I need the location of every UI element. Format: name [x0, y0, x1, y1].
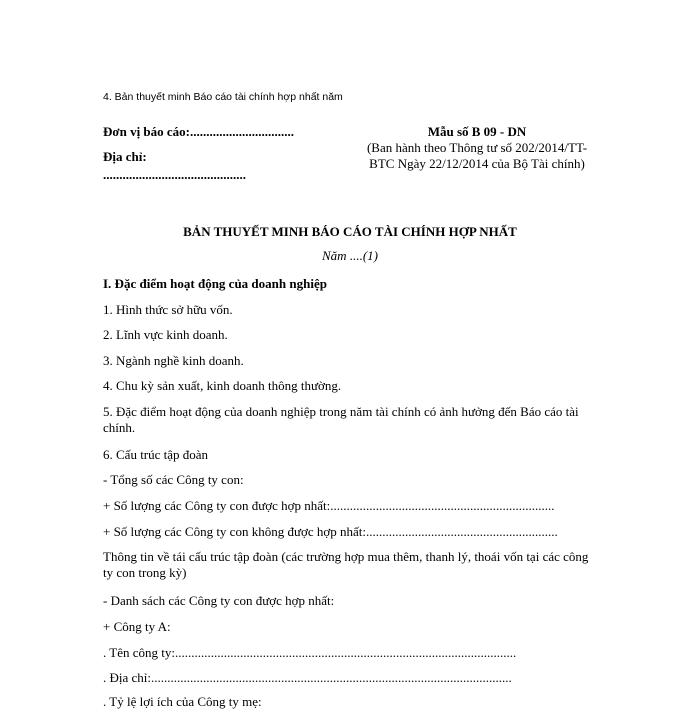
section-heading: I. Đặc điểm hoạt động của doanh nghiệp: [103, 276, 327, 291]
document-caption: 4. Bản thuyết minh Báo cáo tài chính hợp nhất năm: [103, 91, 343, 103]
list-item: . Địa chỉ:...............................................................................................................: [103, 670, 512, 685]
list-item: 2. Lĩnh vực kinh doanh.: [103, 327, 228, 342]
list-item: 4. Chu kỳ sản xuất, kinh doanh thông thường.: [103, 378, 342, 393]
list-item: Thông tin về tái cấu trúc tập đoàn (các trường hợp mua thêm, thanh lý, thoái vốn tại các công ty con trong kỳ): [103, 549, 589, 580]
reporting-unit-label: Đơn vị báo cáo:................................: [103, 124, 295, 139]
list-item: . Tên công ty:.........................................................................................................: [103, 645, 517, 660]
form-note-line1: (Ban hành theo Thông tư số 202/2014/TT-: [366, 140, 588, 155]
form-note-line2: BTC Ngày 22/12/2014 của Bộ Tài chính): [369, 156, 585, 171]
form-info: [356, 124, 598, 172]
list-item: . Tỷ lệ lợi ích của Công ty mẹ:: [103, 694, 262, 709]
list-item: - Tổng số các Công ty con:: [103, 472, 244, 487]
document-title: BẢN THUYẾT MINH BÁO CÁO TÀI CHÍNH HỢP NHẤT: [183, 224, 517, 239]
list-item: 5. Đặc điểm hoạt động của doanh nghiệp trong năm tài chính có ảnh hưởng đến Báo cáo tài chính.: [103, 404, 579, 435]
list-item: 3. Ngành nghề kinh doanh.: [103, 353, 244, 368]
list-item: 1. Hình thức sở hữu vốn.: [103, 302, 233, 317]
address-dots: ............................................: [103, 167, 246, 182]
year-line: Năm ....(1): [322, 248, 378, 263]
form-code: Mẫu số B 09 - DN: [427, 124, 527, 139]
address-label: Địa chỉ:: [103, 149, 147, 164]
list-item: 6. Cấu trúc tập đoàn: [103, 447, 209, 462]
list-item: + Công ty A:: [103, 619, 171, 634]
list-item: + Số lượng các Công ty con không được hợp nhất:...........................................................: [103, 524, 558, 539]
list-item: + Số lượng các Công ty con được hợp nhất:.....................................................................: [103, 498, 555, 513]
list-item: - Danh sách các Công ty con được hợp nhất:: [103, 593, 335, 608]
